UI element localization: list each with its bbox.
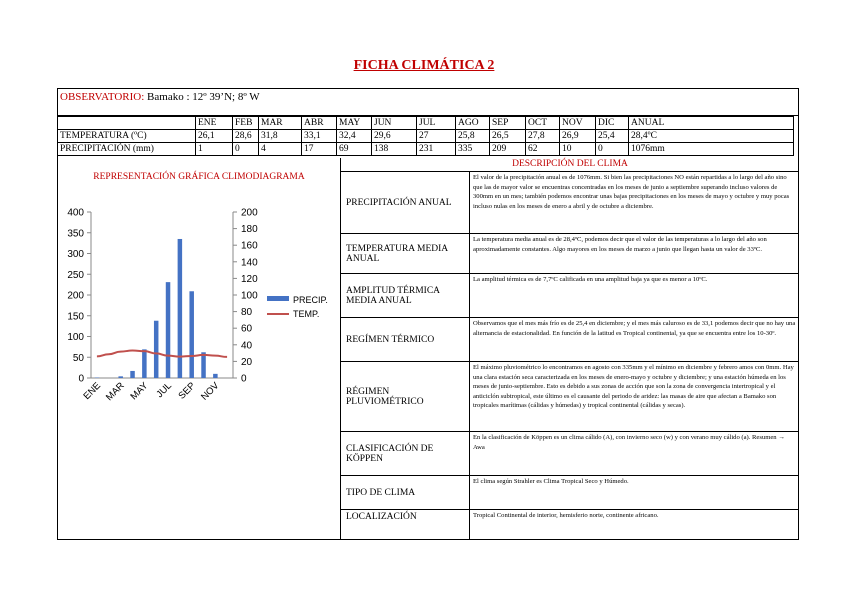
temperature-cell: 26,9: [560, 130, 596, 143]
precip-bar: [213, 374, 217, 378]
temperature-cell: 29,6: [372, 130, 417, 143]
precipitation-cell: 69: [337, 143, 372, 156]
temp-line: [97, 351, 227, 357]
right-tick-label: 100: [241, 290, 258, 302]
climodiagram-chart: [57, 200, 341, 440]
observatory-value: Bamako : 12º 39’N; 8º W: [147, 91, 260, 103]
month-cell: ENE: [196, 117, 233, 130]
precipitation-annual: 1076mm: [629, 143, 794, 156]
temperature-cell: 32,4: [337, 130, 372, 143]
right-axis: [233, 208, 258, 385]
month-cell: NOV: [560, 117, 596, 130]
annual-header-cell: ANUAL: [629, 117, 794, 130]
month-cell: ABR: [302, 117, 337, 130]
desc-row-location: [341, 510, 799, 540]
desc-text: En la clasificación de Köppen es un clima cálido (A), con invierno seco (w) y con verano muy cálido (a). Resumen → Awa: [473, 434, 785, 451]
temperature-cell: 27: [417, 130, 456, 143]
desc-row-pluviometric-regime: [341, 362, 799, 432]
desc-text: Observamos que el mes más frío es de 25,4 en diciembre; y el mes más caluroso es de 33,1 podemos decir que no hay una alternancia de estacionalidad. En función de la latitud es Tropical continental, ya que se encuentra entre los 10-30º.: [473, 320, 796, 337]
precipitation-cell: 209: [490, 143, 526, 156]
precipitation-label: PRECIPITACIÓN (mm): [58, 143, 196, 156]
desc-key: REGÍMEN TÉRMICO: [341, 318, 470, 361]
temperature-annual: 28,4ºC: [629, 130, 794, 143]
left-tick-label: 250: [67, 269, 84, 281]
left-tick-label: 300: [67, 249, 84, 260]
empty-header-cell: [58, 117, 196, 130]
month-cell: OCT: [526, 117, 560, 130]
left-tick-label: 50: [72, 352, 84, 364]
month-cell: DIC: [596, 117, 629, 130]
x-tick-label: JUL: [154, 380, 175, 401]
right-tick-label: 40: [241, 340, 253, 352]
description-header: DESCRIPCIÓN DEL CLIMA: [341, 158, 799, 172]
precip-bar: [130, 371, 134, 378]
precipitation-cell: 0: [233, 143, 259, 156]
precip-bar: [118, 376, 122, 378]
desc-text: Tropical Continental de interior, hemisferio norte, continente africano.: [473, 512, 659, 519]
precip-bar: [142, 349, 146, 378]
precip-bar: [189, 291, 193, 378]
precipitation-cell: 0: [596, 143, 629, 156]
precipitation-cell: 10: [560, 143, 596, 156]
observatory-label: OBSERVATORIO:: [60, 91, 145, 103]
month-cell: JUL: [417, 117, 456, 130]
right-tick-label: 160: [241, 240, 258, 252]
month-cell: AGO: [456, 117, 490, 130]
temperature-row: [58, 130, 794, 143]
month-cell: MAY: [337, 117, 372, 130]
left-tick-label: 0: [78, 373, 84, 385]
temperature-cell: 26,1: [196, 130, 233, 143]
month-cell: JUN: [372, 117, 417, 130]
observatory-row: [57, 88, 799, 116]
x-tick-label: SEP: [176, 380, 198, 402]
desc-row-koppen: [341, 432, 799, 476]
desc-key: TIPO DE CLIMA: [341, 476, 470, 509]
temperature-cell: 33,1: [302, 130, 337, 143]
temperature-cell: 27,8: [526, 130, 560, 143]
precip-bar: [166, 282, 170, 378]
desc-text: El máximo pluviométrico lo encontramos en agosto con 335mm y el mínimo en diciembre y febrero amos con 0mm. Hay una clara estación seca caracterizada en los meses de enero-mayo y octubre y diciembre; y una estación húmeda en los meses de junio-septiembre. Esto es debido a sus zonas de acción que son la zona de convergencia intertropical y el anticiclón subtropical, este último es el causante del periodo de aridez: las masas de aire que afectan a Bamako son tropicales marítimas (cálidas y húmedas) y tropical continental (cálidas y secas).: [473, 364, 794, 410]
temperature-label: TEMPERATURA (ºC): [58, 130, 196, 143]
right-tick-label: 20: [241, 356, 253, 368]
month-cell: FEB: [233, 117, 259, 130]
desc-key: CLASIFICACIÓN DE KÖPPEN: [341, 432, 470, 475]
desc-row-thermal-regime: [341, 318, 799, 362]
temperature-cell: 26,5: [490, 130, 526, 143]
left-axis: [67, 208, 233, 385]
page-title: FICHA CLIMÁTICA 2: [353, 58, 495, 73]
x-tick-label: NOV: [199, 380, 222, 403]
desc-key: AMPLITUD TÉRMICA MEDIA ANUAL: [341, 274, 470, 317]
desc-text: El clima según Strahler es Clima Tropical Seco y Húmedo.: [473, 478, 629, 485]
right-tick-label: 60: [241, 323, 253, 335]
left-tick-label: 400: [67, 207, 84, 219]
right-tick-label: 140: [241, 257, 258, 269]
precipitation-cell: 138: [372, 143, 417, 156]
precipitation-cell: 17: [302, 143, 337, 156]
desc-row-precipitation: [341, 172, 799, 234]
precip-bars: [95, 239, 218, 378]
temperature-cell: 25,4: [596, 130, 629, 143]
desc-key: TEMPERATURA MEDIA ANUAL: [341, 234, 470, 273]
precipitation-cell: 62: [526, 143, 560, 156]
precip-bar: [154, 321, 158, 378]
right-tick-label: 200: [241, 207, 258, 219]
legend-temp-label: TEMP.: [293, 309, 320, 319]
temp-series-line: [97, 351, 227, 357]
desc-key: PRECIPITACIÓN ANUAL: [341, 172, 470, 233]
desc-text: La temperatura media anual es de 28,4ºC, podemos decir que el valor de las temperaturas a lo largo del año son aproximadamente constantes. Algo mayores en los meses de marzo a junio que llegan hasta un valor de 33ºC.: [473, 236, 767, 253]
right-tick-label: 80: [241, 307, 253, 319]
x-axis-labels: [81, 380, 221, 403]
precipitation-cell: 1: [196, 143, 233, 156]
left-tick-label: 150: [67, 311, 84, 323]
temperature-cell: 25,8: [456, 130, 490, 143]
desc-text: El valor de la precipitación anual es de 1076mm. Si bien las precipitaciones NO están repartidas a lo largo del año sino que las de mayor valor se encuentras concentradas en los meses de junio a septiembre superando incluso valores de 300mm en un mes; también podemos encontrar unas bajas precipitaciones en los meses de mayo y octubre y muy pocas incluso nulas en los meses de enero a abril y de octubre a diciembre.: [473, 174, 790, 210]
precip-bar: [201, 352, 205, 378]
precipitation-cell: 4: [259, 143, 302, 156]
right-tick-label: 120: [241, 273, 258, 285]
x-tick-label: ENE: [81, 380, 104, 402]
months-header-row: [58, 117, 794, 130]
precipitation-cell: 231: [417, 143, 456, 156]
x-tick-label: MAY: [128, 380, 151, 403]
precipitation-row: [58, 143, 794, 156]
chart-heading: REPRESENTACIÓN GRÁFICA CLIMODIAGRAMA: [93, 172, 305, 182]
x-tick-label: MAR: [103, 380, 127, 404]
climate-data-table: [57, 116, 794, 156]
right-tick-label: 180: [241, 224, 258, 236]
desc-row-climate-type: [341, 476, 799, 510]
temperature-cell: 31,8: [259, 130, 302, 143]
precipitation-cell: 335: [456, 143, 490, 156]
legend-precip-swatch: [267, 296, 289, 301]
left-tick-label: 200: [67, 290, 84, 302]
chart-legend: [267, 295, 328, 319]
right-tick-label: 0: [241, 373, 247, 385]
desc-row-temperature: [341, 234, 799, 274]
left-tick-label: 100: [67, 332, 84, 343]
desc-text: La amplitud térmica es de 7,7ºC calificada en una amplitud baja ya que es menor a 10ºC.: [473, 276, 708, 283]
desc-row-amplitude: [341, 274, 799, 318]
left-tick-label: 350: [67, 228, 84, 240]
temperature-cell: 28,6: [233, 130, 259, 143]
desc-key: LOCALIZACIÓN: [341, 510, 470, 540]
month-cell: SEP: [490, 117, 526, 130]
month-cell: MAR: [259, 117, 302, 130]
desc-key: RÉGIMEN PLUVIOMÉTRICO: [341, 362, 470, 431]
legend-precip-label: PRECIP.: [293, 295, 328, 305]
